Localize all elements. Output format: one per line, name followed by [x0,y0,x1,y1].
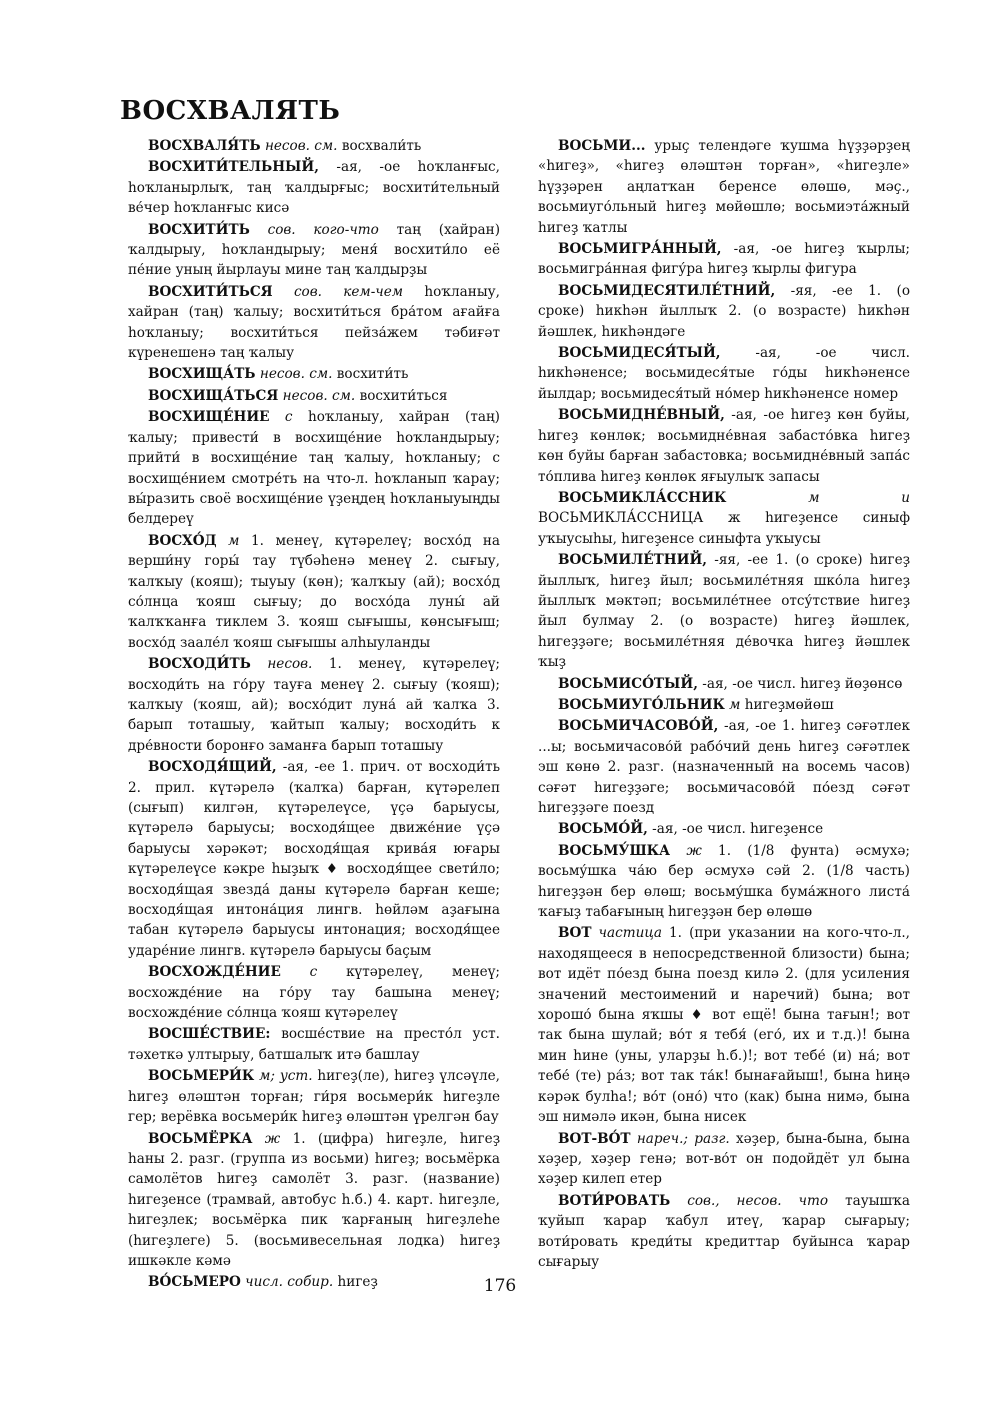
entry-definition: һигеҙ [337,1274,378,1291]
entry-grammar: частица [598,925,662,942]
entry-definition: восхвали́ть [341,138,422,154]
entry-grammar: ж [686,842,702,859]
entry-headword: ВОСЬМИДНЕ́ВНЫЙ, [558,407,725,424]
entry-definition: -ая, -ое һоҡланғыс, һоҡланырлыҡ, таң ҡалдырғыс; восхити́тельный ве́чер һоҡланғыс кисә [128,159,500,217]
entry-definition: 1. (1/8 фунта) әсмухә; восьму́шка ча́ю бер әсмухә сәй 2. (1/8 часть) һигеҙҙән бер өлөш; восьму́шка бума́жного листа́ ҡағыҙ табағының һигеҙҙән бер өлөшө [538,842,911,921]
entry-headword: ВОСХВАЛЯ́ТЬ [148,138,261,154]
entry-definition: -яя, -ее 1. (о сроке) һигеҙ йыллыҡ, һигеҙ йыл; восьмиле́тняя шко́ла һигеҙ йыллыҡ мәктәп; восьмиле́тнее отсу́тствие һигеҙ йыл булмау 2. (о возрасте) һигеҙ йәшлек, һигеҙҙәге; восьмиле́тняя де́вочка һигеҙ йәшлек ҡыҙ [538,552,911,671]
entry-headword: ВОСЬМИДЕСЯТИЛЕ́ТНИЙ, [558,282,776,299]
entry-definition: -ая, -ое числ. һигеҙенсе [652,821,824,838]
entry-definition: -яя, -ее 1. (о сроке) һикһән йыллыҡ 2. (о возрасте) һикһән йәшлек, һикһәндәге [538,282,910,340]
entry-headword: ВОСЬМО́Й, [558,821,648,838]
running-head: ВОСХВАЛЯТЬ [120,96,341,126]
entry-grammar: с [309,964,318,981]
entry-headword: ВОСЬМИДЕСЯ́ТЫЙ, [558,345,721,362]
dictionary-entry [128,407,500,529]
entry-grammar: нареч.; разг. [636,1130,730,1147]
entry-headword: ВОСЬМИ... [558,138,646,154]
entry-definition: 1. менеү, күтәрелеү; восхо́д на верши́ну горы́ тау түбәһенә менеү 2. сығыу, ҡалҡыу (кояш); тыуыу (көн); ҡалҡыу (ай); восхо́д со́лнца ҡояш сығыу; до восхо́да луны́ ай ҡалҡҡанға тиклем 3. ҡояш сығышы, көнсығыш; восхо́д заале́л ҡояш сығышы алһыуланды [128,532,501,651]
entry-definition: восше́ствие на престо́л уст. тәхеткә ултырыу, батшалыҡ итә башлау [128,1026,500,1063]
entry-headword: ВО́СЬМЕРО [148,1274,241,1291]
entry-grammar: несов. [267,656,313,673]
dictionary-entry [538,819,910,839]
dictionary-entry [538,923,910,1127]
entry-headword: ВОСХОДИ́ТЬ [148,656,251,673]
entry-headword: ВОСХИТИ́ТЬ [148,221,250,238]
entry-headword: ВОСЬМИЧАСОВО́Й, [558,718,719,735]
right-column [538,136,910,1273]
entry-grammar: м [729,696,741,713]
entry-grammar: сов., несов. что [687,1192,829,1209]
entry-headword: ВОСХИЩЕ́НИЕ [148,409,270,426]
entry-definition: -ая, -ое 1. һигеҙ сәғәтлек ...ы; восьмичасово́й рабо́чий день һигеҙ сәғәтлек эш көнө 2. разг. (назначенный на восемь часов) сәғәт һигеҙҙәге; восьмичасово́й по́езд сәғәт һигеҙҙәге поезд [538,718,910,816]
entry-definition: һигеҙ(ле), һигеҙ үлсәүле, һигеҙ өләштән торған; ги́ря восьмери́к һигеҙле гер; верёвка восьмери́к һигеҙ өләштән үрелгән бау [128,1068,500,1126]
entry-headword: ВОСЬМИУГО́ЛЬНИК [558,696,725,713]
dictionary-entry [128,364,500,384]
entry-grammar: числ. собир. [245,1274,334,1291]
dictionary-entry [128,1024,500,1065]
dictionary-entry [128,962,500,1023]
entry-headword: ВОСЬМУ́ШКА [558,842,671,859]
entry-grammar: м и [808,489,910,506]
dictionary-entry [538,1191,910,1273]
dictionary-entry [538,1129,910,1190]
entry-definition: таң (хайран) ҡалдырыу, һоҡландырыу; меня́ восхити́ло её пе́ние уның йырлауы мине таң ҡалдырҙы [128,221,500,279]
entry-definition: 1. (при указании на кого-что-л., находящееся в непосредственной близости) бына; вот идёт по́езд бына поезд килә 2. (для усиления значений местоимений и наречий) бына; вот хорошо́ бына яҡшы ♦ вот ещё! бына тағын!; вот так бына шулай; во́т я тебя́ (его́, их и т.д.)! бына мин һине (уны, уларҙы һ.б.)!; вот тебе́ (и) на́; вот тебе́ (те) ра́з; вот так та́к! бынағайыш!, бына һиңә кәрәк булһа!; во́т (оно́) что (как) бына нимә, бына эш нимәлә икән, бына нисек [538,925,910,1126]
entry-headword: ВОСХО́Д [148,532,217,549]
dictionary-entry [538,550,910,672]
entry-headword: ВОСХОЖДЕ́НИЕ [148,964,281,981]
entry-grammar: несов. см. [282,387,356,404]
entry-definition: -ая, -ое числ. һигеҙ йөҙөнсө [702,675,903,692]
dictionary-entry [538,405,910,487]
entry-headword: ВОСХИТИ́ТЕЛЬНЫЙ, [148,159,319,176]
dictionary-entry [538,239,910,280]
entry-definition: 1. (цифра) һигеҙле, һигеҙ һаны 2. разг. (группа из восьми) һигеҙ; восьмёрка самолётов һигеҙ самолёт 3. разг. (название) һигеҙенсе (трамвай, автобус һ.б.) 4. карт. һигеҙле, һигеҙлек; восьмёрка пик ҡарғаның һигеҙлеһе (һигеҙлеге) 5. (восьмивесельная лодка) һигеҙ ишкәкле кәмә [128,1130,500,1269]
dictionary-entry [128,282,500,364]
entry-headword: ВОСХИТИ́ТЬСЯ [148,283,273,300]
entry-definition: ВОСЬМИКЛА́ССНИЦА ж һигеҙенсе синыф уҡыусыһы, һигеҙенсе синыфта уҡыусы [538,510,910,547]
entry-definition: тауышҡа ҡуйып ҡарар ҡабул итеү, ҡарар сығарыу; воти́ровать креди́ты кредиттар буйынса ҡарар сығарыу [538,1192,911,1270]
dictionary-entry [128,757,500,961]
entry-headword: ВОТ [558,925,592,942]
entry-grammar: с [284,409,293,426]
entry-headword: ВОСШЕ́СТВИЕ: [148,1026,271,1043]
entry-grammar: сов. кем-чем [293,283,404,300]
entry-definition: 1. менеү, күтәрелеү; восходи́ть на го́ру тауға менеү 2. сығыу (ҡояш); ҡалҡыу (ҡояш, ай); восхо́дит луна́ ай ҡалҡа 3. барып тоташыу, ҡайтып ҡалыу; восходи́ть к дре́вности боронғо заманға барып тоташыу [128,656,501,754]
dictionary-entry [538,695,910,715]
dictionary-entry [538,716,910,818]
dictionary-entry [538,674,910,694]
entry-grammar: сов. кого-что [267,221,379,238]
entry-headword: ВОСХИЩА́ТЬСЯ [148,387,279,404]
dictionary-entry [128,136,500,156]
dictionary-entry [128,654,500,756]
entry-grammar: ж [264,1130,281,1147]
entry-headword: ВОСЬМЕРИ́К [148,1068,255,1085]
entry-definition: хәҙер, бына-бына, бына хәҙер, хәҙер генә; вот-во́т он подойдёт ул бына хәҙер килеп етер [538,1130,911,1188]
entry-headword: ВОСХИЩА́ТЬ [148,366,256,383]
entry-headword: ВОСЬМИГРА́ННЫЙ, [558,241,722,258]
entry-definition: урыҫ телендәге ҡушма һүҙҙәрҙең «һигеҙ», «һигеҙ өләштән торған», «һигеҙле» һүҙҙәрен аңлатҡан беренсе өлөшө, мәҫ., восьмиуго́льный һигеҙ мөйөшлө; восьмиэта́жный һигеҙ ҡатлы [538,138,910,236]
left-column [128,136,500,1294]
dictionary-entry [538,136,910,238]
entry-definition: восхити́ться [359,387,448,404]
dictionary-entry [128,157,500,218]
entry-grammar: м; уст. [259,1068,313,1085]
entry-definition: -ая, -ое һигеҙ көн буйы, һигеҙ көнлөк; восьмидне́вная забасто́вка һигеҙ көн буйы барған забастовка; восьмидне́вный запа́с то́плива һигеҙ көнлөк яғыулыҡ запасы [538,407,910,485]
dictionary-entry [538,488,910,549]
entry-headword: ВОСХОДЯ́ЩИЙ, [148,759,277,776]
dictionary-entry [128,220,500,281]
entry-definition: -ая, -ее 1. прич. от восходи́ть 2. прил. күтәрелә (ҡалҡа) барған, күтәрелеп (сығып) килгән, күтәрелеүсе, үҫә барыусы, күтәрелә барыусы; восходя́щее движе́ние үҫә барыусы хәрәкәт; восходя́щая крива́я юғары күтәрелеүсе кәкре һыҙыҡ ♦ восходя́щее свети́ло; восходя́щая звезда́ даны күтәрелә барған кеше; восходя́щая интона́ция лингв. һөйләм аҙағына табан күтәрелә барыусы интонация; восходя́щее ударе́ние лингв. күтәрелә барыусы баҫым [128,759,500,959]
entry-definition: күтәрелеү, менеү; восхожде́ние на го́ру тау башына менеү; восхожде́ние со́лнца ҡояш күтәрелеү [128,964,500,1022]
dictionary-entry [538,281,910,342]
dictionary-entry [128,386,500,406]
entry-grammar: м [228,532,240,549]
entry-headword: ВОСЬМЁРКА [148,1130,253,1147]
entry-definition: восхити́ть [336,366,409,383]
entry-definition: һигеҙмөйөш [744,696,834,713]
dictionary-entry [128,1129,500,1272]
entry-headword: ВОСЬМИСО́ТЫЙ, [558,675,698,692]
entry-definition: һоҡланыу, хайран (таң) ҡалыу; восхити́ться бра́том ағайға һоҡланыу; восхити́ться пейза́жем тәбиғәт күренешенә таң ҡалыу [128,283,500,362]
entry-grammar: несов. см. [264,138,338,154]
entry-definition: -ая, -ое числ. һикһәненсе; восьмидеся́тые го́ды һикһәненсе йылдар; восьмидеся́тый но́мер һикһәненсе номер [538,345,910,402]
dictionary-entry [538,841,910,923]
entry-grammar: несов. см. [259,366,333,383]
entry-definition: -ая, -ое һигеҙ ҡырлы; восьмигра́нная фигу́ра һигеҙ ҡырлы фигура [538,241,910,278]
entry-headword: ВОТИ́РОВАТЬ [558,1192,671,1209]
dictionary-entry [538,343,910,404]
entry-headword: ВОСЬМИЛЕ́ТНИЙ, [558,552,708,569]
entry-headword: ВОСЬМИКЛА́ССНИК [558,489,727,506]
page-number: 176 [483,1276,517,1296]
dictionary-entry [128,1066,500,1127]
dictionary-entry [128,531,500,653]
entry-definition: һоҡланыу, хайран (таң) ҡалыу; привести́ в восхище́ние һоҡландырыу; прийти́ в восхище́ние таң ҡалыу, һоҡланыу; с восхище́нием смотре́ть на что-л. һоҡланып ҡарау; вы́разить своё восхище́ние үҙеңдең һоҡланыуыңды белдереү [128,409,500,528]
entry-headword: ВОТ-ВО́Т [558,1130,631,1147]
